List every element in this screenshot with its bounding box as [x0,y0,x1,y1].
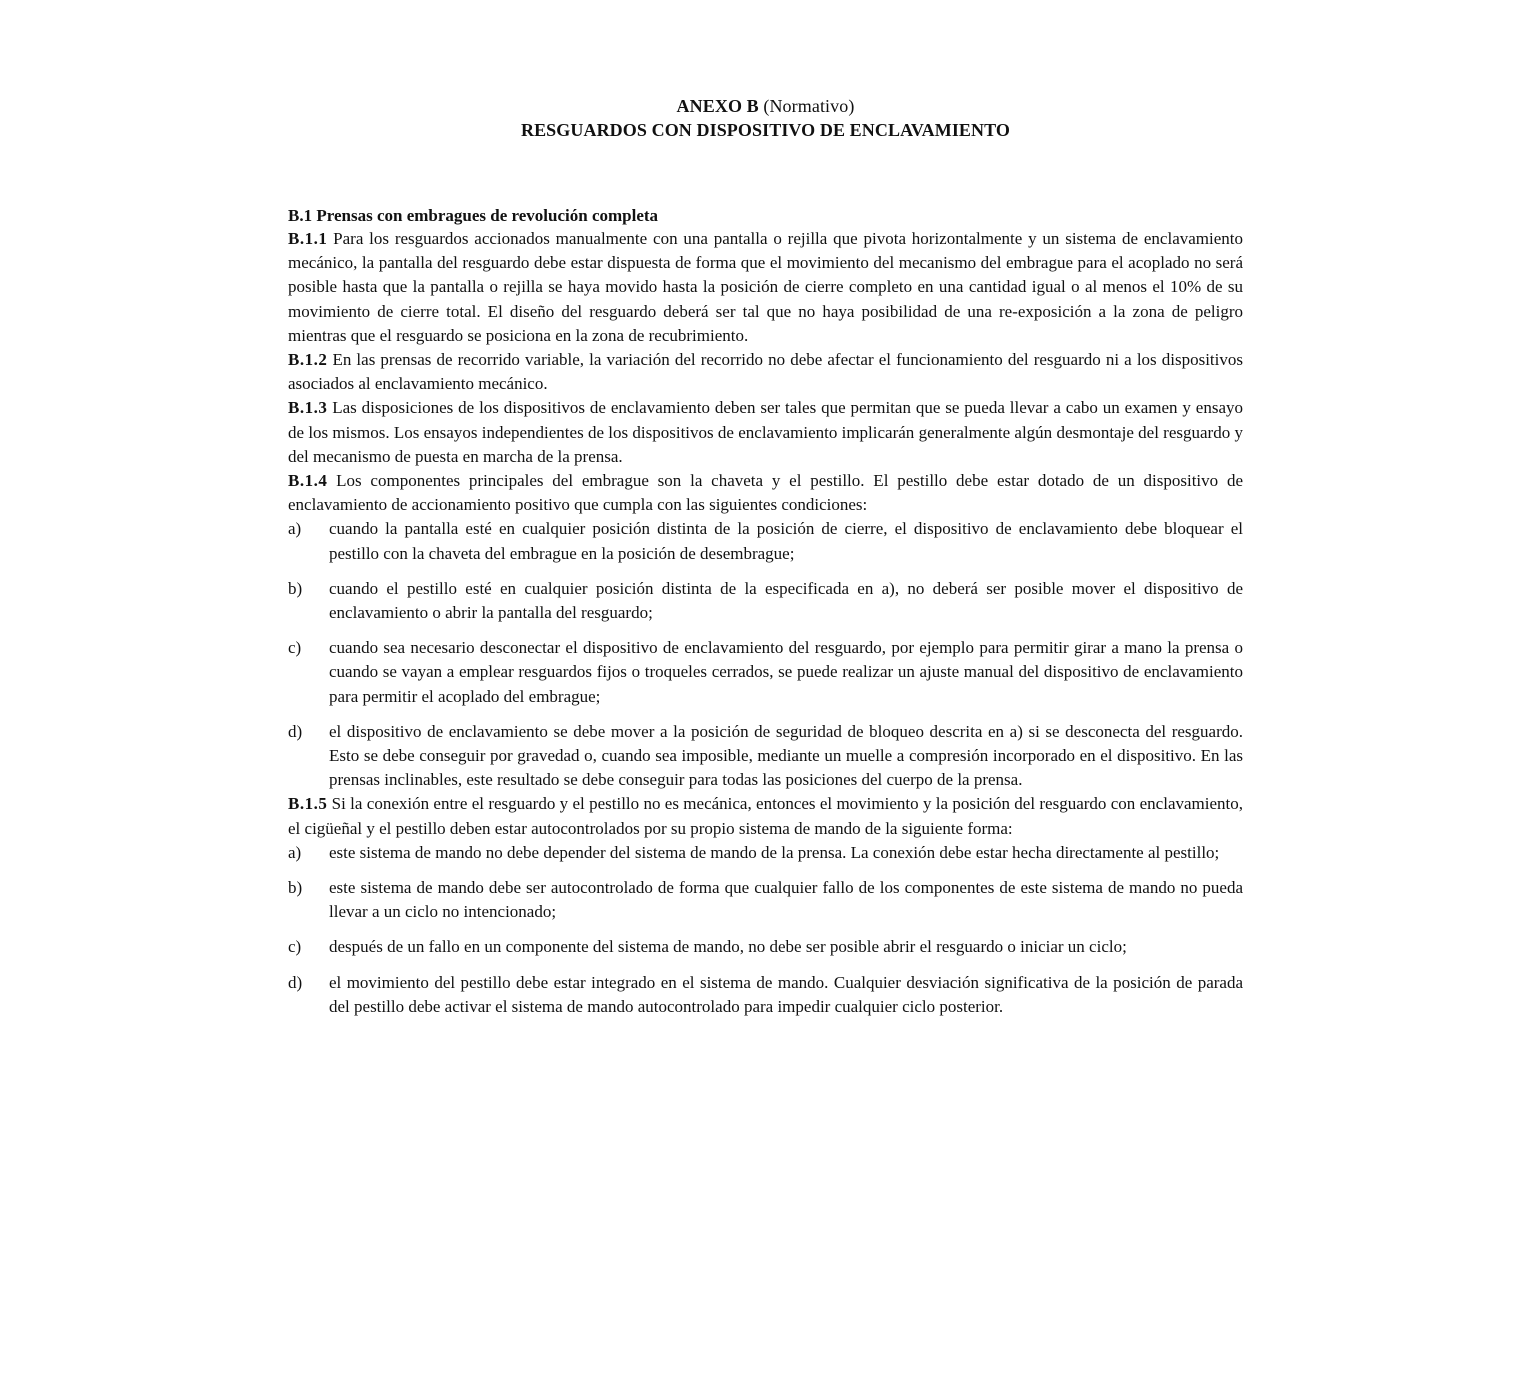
list-marker: b) [288,578,303,598]
clause-b-1-4 [288,469,1243,517]
clause-text: Para los resguardos accionados manualmente con una pantalla o rejilla que pivota horizontalmente y un sistema de enclavamiento mecánico, la pantalla del resguardo debe estar dispuesta de forma que el movimiento del mecanismo del embrague para el acoplado no será posible hasta que la pantalla o rejilla se haya movido hasta la posición de cierre completo en una cantidad igual o al menos el 10% de su movimiento de cierre total. El diseño del resguardo deberá ser tal que no haya posibilidad de una re-exposición a la zona de peligro mientras que el resguardo se posiciona en la zona de recubrimiento. [288,229,1243,345]
list-item-text: cuando sea necesario desconectar el dispositivo de enclavamiento del resguardo, por ejemplo para permitir girar a mano la prensa o cuando se vayan a emplear resguardos fijos o troqueles cerrados, se puede realizar un ajuste manual del dispositivo de enclavamiento para permitir el acoplado del embrague; [329,638,1243,706]
list-item [288,636,1243,709]
list-item [288,517,1243,565]
clause-text: Las disposiciones de los dispositivos de enclavamiento deben ser tales que permitan que se pueda llevar a cabo un examen y ensayo de los mismos. Los ensayos independientes de los dispositivos de enclavamiento implicarán generalmente algún desmontaje del resguardo y del mecanismo de puesta en marcha de la prensa. [288,398,1243,466]
list-marker: a) [288,519,302,539]
list-item [288,720,1243,793]
list-item [288,876,1243,924]
list-marker: b) [288,878,303,898]
list-item-text: el dispositivo de enclavamiento se debe mover a la posición de seguridad de bloqueo descrita en a) si se desconecta del resguardo. Esto se debe conseguir por gravedad o, cuando sea imposible, mediante un muelle a compresión incorporado en el dispositivo. En las prensas inclinables, este resultado se debe conseguir para todas las posiciones del cuerpo de la prensa. [329,721,1243,790]
list-marker: c) [288,937,302,957]
list-item-text: este sistema de mando debe ser autocontrolado de forma que cualquier fallo de los componentes de este sistema de mando no pueda llevar a un ciclo no intencionado; [329,878,1243,922]
clause-number: B.1.3 [288,398,328,418]
list-item [288,935,1243,959]
list-item [288,577,1243,625]
annex-type: (Normativo) [758,96,855,116]
list-marker: a) [288,842,302,862]
list-item-text: cuando la pantalla esté en cualquier posición distinta de la posición de cierre, el dispositivo de enclavamiento debe bloquear el pestillo con la chaveta del embrague en la posición de desembrague; [329,519,1243,563]
clause-number: B.1.4 [288,471,328,491]
list-item-text: cuando el pestillo esté en cualquier posición distinta de la especificada en a), no deberá ser posible mover el dispositivo de enclavamiento o abrir la pantalla del resguardo; [329,578,1243,623]
clause-b-1-5 [288,792,1243,840]
annex-label: ANEXO B [676,96,759,116]
clause-b-1-2 [288,348,1243,396]
list-item-text: después de un fallo en un componente del sistema de mando, no debe ser posible abrir el resguardo o iniciar un ciclo; [329,937,1127,957]
list-item-text: este sistema de mando no debe depender del sistema de mando de la prensa. La conexión debe estar hecha directamente al pestillo; [329,842,1220,862]
clause-text: Si la conexión entre el resguardo y el pestillo no es mecánica, entonces el movimiento y la posición del resguardo con enclavamiento, el cigüeñal y el pestillo deben estar autocontrolados por su propio sistema de mando de la siguiente forma: [288,794,1243,838]
clause-b-1-1 [288,227,1243,348]
clause-number: B.1.5 [288,794,328,814]
clause-b-1-5-list [288,841,1243,1019]
list-item [288,841,1243,865]
clause-b-1-4-list [288,517,1243,792]
list-item [288,971,1243,1019]
clause-b-1-3 [288,396,1243,469]
clause-text: En las prensas de recorrido variable, la variación del recorrido no debe afectar el funcionamiento del resguardo ni a los dispositivos asociados al enclavamiento mecánico. [288,350,1243,394]
document-body [288,94,1243,1019]
clause-number: B.1.1 [288,229,328,248]
clause-text: Los componentes principales del embrague son la chaveta y el pestillo. El pestillo debe estar dotado de un dispositivo de enclavamiento de accionamiento positivo que cumpla con las siguientes condiciones: [288,471,1243,515]
annex-title-block [288,94,1243,142]
section-heading-b1: B.1 Prensas con embragues de revolución completa [288,206,659,225]
list-item-text: el movimiento del pestillo debe estar integrado en el sistema de mando. Cualquier desviación significativa de la posición de parada del pestillo debe activar el sistema de mando autocontrolado para impedir cualquier ciclo posterior. [329,972,1243,1016]
list-marker: d) [288,721,303,741]
annex-title [288,94,1243,118]
list-marker: d) [288,972,303,992]
clause-number: B.1.2 [288,350,328,370]
annex-subtitle: RESGUARDOS CON DISPOSITIVO DE ENCLAVAMIENTO [520,120,1011,140]
list-marker: c) [288,638,302,658]
